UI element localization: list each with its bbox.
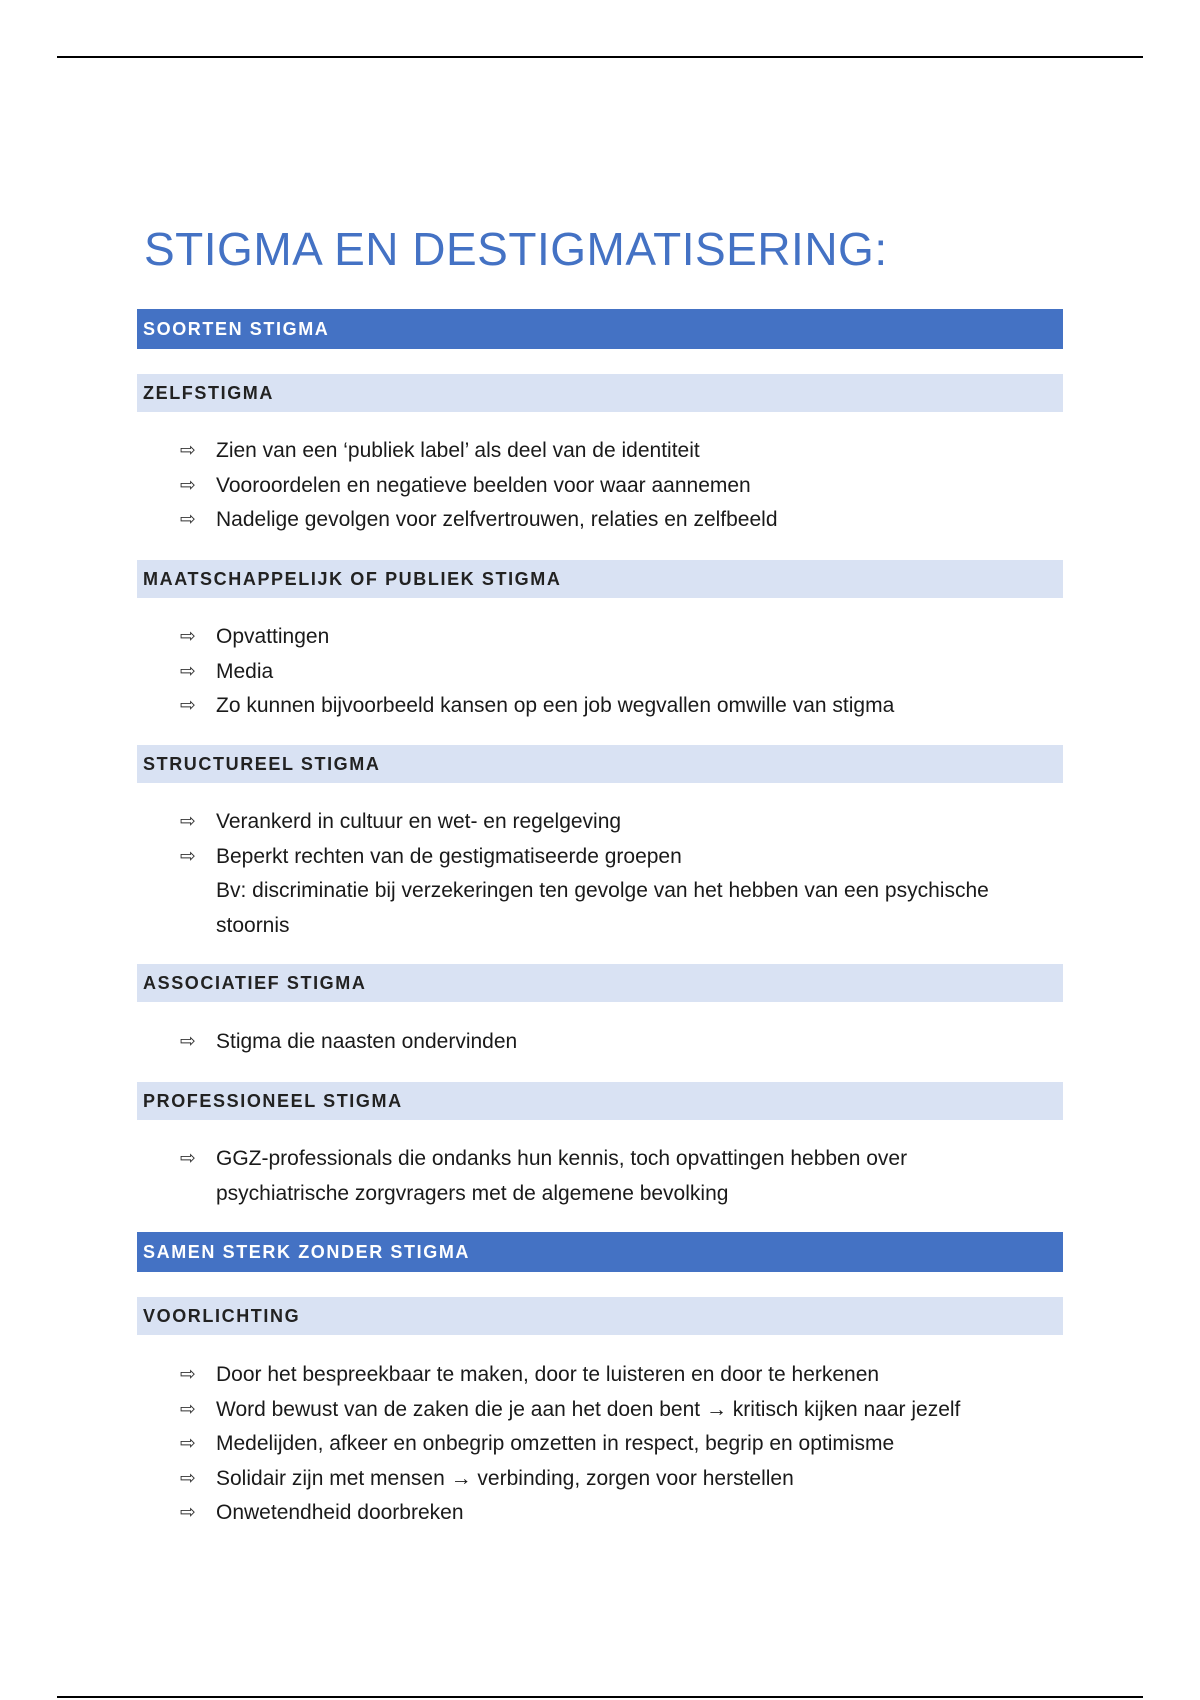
- subheading-voorlichting: VOORLICHTING: [137, 1297, 1063, 1335]
- list-item: ⇨ Onwetendheid doorbreken: [180, 1496, 1030, 1531]
- header-rule: [57, 56, 1143, 58]
- list-structureel-stigma: [180, 805, 1030, 943]
- subheading-zelfstigma: ZELFSTIGMA: [137, 374, 1063, 412]
- list-item: ⇨ Verankerd in cultuur en wet- en regelgeving: [180, 805, 1030, 840]
- list-associatief-stigma: [180, 1025, 1030, 1060]
- arrow-right-outline-icon: ⇨: [180, 811, 196, 832]
- subheading-associatief-stigma: ASSOCIATIEF STIGMA: [137, 964, 1063, 1002]
- arrow-right-outline-icon: ⇨: [180, 440, 196, 461]
- arrow-right-outline-icon: ⇨: [180, 1364, 196, 1385]
- list-item: ⇨ Media: [180, 655, 1030, 690]
- list-professioneel-stigma: [180, 1142, 1030, 1211]
- arrow-right-outline-icon: ⇨: [180, 1467, 196, 1489]
- section-heading-soorten-stigma: SOORTEN STIGMA: [137, 309, 1063, 349]
- list-item: ⇨ Beperkt rechten van de gestigmatiseerde groepen: [180, 840, 1030, 875]
- list-item: ⇨ GGZ-professionals die ondanks hun kennis, toch opvattingen hebben over psychiatrische zorgvragers met de algemene bevolking: [180, 1142, 1030, 1211]
- subheading-maatschappelijk-stigma: MAATSCHAPPELIJK OF PUBLIEK STIGMA: [137, 560, 1063, 598]
- list-zelfstigma: [180, 434, 1030, 538]
- subheading-professioneel-stigma: PROFESSIONEEL STIGMA: [137, 1082, 1063, 1120]
- footer-rule: [57, 1696, 1143, 1698]
- list-item: ⇨ Stigma die naasten ondervinden: [180, 1025, 1030, 1060]
- arrow-right-outline-icon: ⇨: [180, 1433, 196, 1454]
- arrow-right-outline-icon: ⇨: [180, 474, 196, 496]
- list-item: ⇨ Door het bespreekbaar te maken, door te luisteren en door te herkenen: [180, 1358, 1030, 1393]
- list-item: ⇨ Vooroordelen en negatieve beelden voor waar aannemen: [180, 469, 1030, 504]
- section-heading-samen-sterk: SAMEN STERK ZONDER STIGMA: [137, 1232, 1063, 1272]
- list-item: ⇨ Word bewust van de zaken die je aan het doen bent → kritisch kijken naar jezelf: [180, 1393, 1030, 1428]
- list-item-note: Bv: discriminatie bij verzekeringen ten gevolge van het hebben van een psychische stoornis: [216, 879, 989, 937]
- arrow-right-outline-icon: ⇨: [180, 1502, 196, 1523]
- arrow-right-outline-icon: ⇨: [180, 1398, 196, 1420]
- list-item: ⇨ Zien van een ‘publiek label’ als deel van de identiteit: [180, 434, 1030, 469]
- list-maatschappelijk-stigma: [180, 620, 1030, 724]
- arrow-right-outline-icon: ⇨: [180, 695, 196, 716]
- arrow-right-outline-icon: ⇨: [180, 1148, 196, 1169]
- arrow-right-outline-icon: ⇨: [180, 626, 196, 647]
- arrow-right-outline-icon: ⇨: [180, 845, 196, 867]
- list-item: ⇨ Opvattingen: [180, 620, 1030, 655]
- arrow-right-outline-icon: ⇨: [180, 660, 196, 682]
- arrow-right-outline-icon: ⇨: [180, 509, 196, 530]
- arrow-right-outline-icon: ⇨: [180, 1031, 196, 1052]
- list-voorlichting: [180, 1358, 1030, 1531]
- subheading-structureel-stigma: STRUCTUREEL STIGMA: [137, 745, 1063, 783]
- list-item: ⇨ Solidair zijn met mensen → verbinding, zorgen voor herstellen: [180, 1462, 1030, 1497]
- list-item: ⇨ Nadelige gevolgen voor zelfvertrouwen, relaties en zelfbeeld: [180, 503, 1030, 538]
- list-item: ⇨ Medelijden, afkeer en onbegrip omzetten in respect, begrip en optimisme: [180, 1427, 1030, 1462]
- page-title: STIGMA EN DESTIGMATISERING:: [144, 223, 888, 275]
- list-item: ⇨ Zo kunnen bijvoorbeeld kansen op een job wegvallen omwille van stigma: [180, 689, 1030, 724]
